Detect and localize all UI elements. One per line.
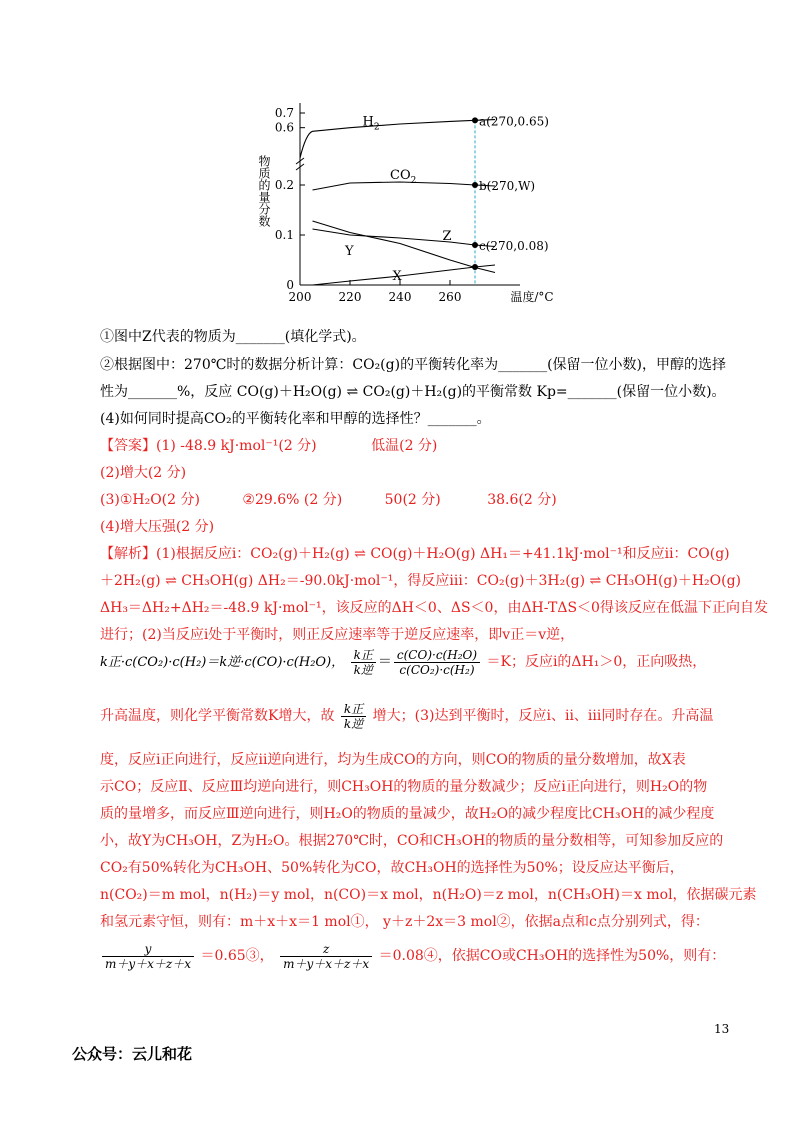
analysis-9: 质的量增多，而反应Ⅲ逆向进行，则H₂O的物质的量减少，故H₂O的减少程度比CH₃OH的减少程度 bbox=[100, 806, 715, 822]
analysis-2: ＋2H₂(g) ⇌ CH₃OH(g) ΔH₂＝-90.0kJ·mol⁻¹，得反应ⅲ：CO₂(g)＋3H₂(g) ⇌ CH₃OH(g)＋H₂O(g) bbox=[100, 573, 742, 589]
question-z: ①图中Z代表的物质为_______(填化学式)。 bbox=[100, 329, 366, 345]
answer-line-3 bbox=[100, 490, 557, 510]
k-conc-fraction: $\frac{\text{c(CO)·c(H₂O)}}{\text{c(CO₂)·c(H₂)}}$ bbox=[394, 648, 480, 677]
answer-line-2: (2)增大(2 分) bbox=[100, 465, 187, 481]
x-axis-label: 温度/°C bbox=[510, 290, 554, 304]
answer-3b: ②29.6% (2 分) bbox=[242, 492, 343, 508]
series-line-y bbox=[313, 221, 496, 273]
series-label-h2: $H_2$ bbox=[362, 114, 380, 133]
y-tick-label: 0.1 bbox=[274, 228, 294, 242]
analysis-12: n(CO₂)＝m mol，n(H₂)＝y mol，n(CO)＝x mol，n(H₂O)＝z mol，n(CH₃OH)＝x mol，依据碳元素 bbox=[100, 887, 757, 903]
data-point bbox=[472, 264, 478, 270]
answer-line-1 bbox=[100, 436, 437, 456]
series-label-x: X bbox=[392, 269, 402, 284]
x-tick-label: 220 bbox=[338, 290, 362, 304]
data-point-label: a(270,0.65) bbox=[479, 114, 549, 129]
analysis-5-tail: ＝K；反应ⅰ的ΔH₁＞0，正向吸热， bbox=[486, 654, 707, 670]
series-line-x bbox=[313, 265, 496, 285]
x-tick-label: 240 bbox=[388, 290, 412, 304]
answer-line-4: (4)增大压强(2 分) bbox=[100, 519, 215, 535]
page-number: 13 bbox=[714, 1022, 730, 1036]
k-ratio-fraction: $\frac{\text{k正}}{\text{k逆}}$ bbox=[351, 648, 376, 677]
analysis-13: 和氢元素守恒，则有：m＋x＋x＝1 mol①， y＋z＋2x＝3 mol②，依据a点和c点分别列式，得： bbox=[100, 914, 709, 930]
question-2a: ②根据图中：270℃时的数据分析计算：CO₂(g)的平衡转化率为_______(保留一位小数)，甲醇的选择 bbox=[100, 357, 726, 373]
k-ratio-fraction-2: $\frac{\text{k正}}{\text{k逆}}$ bbox=[341, 702, 366, 731]
y-tick-label: 0 bbox=[286, 278, 294, 292]
x-tick-label: 200 bbox=[288, 290, 312, 304]
analysis-3: ΔH₃＝ΔH₂+ΔH₂＝-48.9 kJ·mol⁻¹，该反应的ΔH＜0、ΔS＜0，由ΔH-TΔS＜0得该反应在低温下正向自发 bbox=[100, 600, 768, 616]
series-label-z: Z bbox=[442, 229, 452, 244]
answer-3c: 50(2 分) bbox=[384, 492, 441, 508]
y-tick-label: 0.7 bbox=[274, 106, 294, 120]
analysis-4: 进行；(2)当反应ⅰ处于平衡时，则正反应速率等于逆反应速率，即v正＝v逆， bbox=[100, 627, 575, 643]
analysis-7: 度，反应ⅰ正向进行，反应ⅱ逆向进行，均为生成CO的方向，则CO的物质的量分数增加，故X表 bbox=[100, 752, 686, 768]
h2-break-connector bbox=[300, 131, 313, 158]
series-line-z bbox=[313, 229, 496, 247]
answer-3d: 38.6(2 分) bbox=[487, 492, 557, 508]
data-point-label: b(270,W) bbox=[479, 179, 536, 193]
analysis-8: 示CO；反应Ⅱ、反应Ⅲ均逆向进行，则CH₃OH的物质的量分数减少；反应ⅰ正向进行，则H₂O的物 bbox=[100, 779, 708, 795]
chart bbox=[250, 95, 570, 320]
answer-1: 【答案】(1) -48.9 kJ·mol⁻¹(2 分) bbox=[100, 438, 317, 454]
analysis-6: 升高温度，则化学平衡常数K增大，故 $\frac{\text{k正}}{\text{k逆}}$ 增大；(3)达到平衡时，反应ⅰ、ⅱ、ⅲ同时存在。升高温 bbox=[100, 701, 714, 731]
data-point bbox=[472, 182, 478, 188]
series-line-h2 bbox=[313, 120, 496, 132]
x-tick-label: 260 bbox=[438, 290, 462, 304]
series-line-co2 bbox=[313, 182, 496, 190]
analysis-10: 小，故Y为CH₃OH，Z为H₂O。根据270℃时，CO和CH₃OH的物质的量分数相等，可知参加反应的 bbox=[100, 833, 724, 849]
analysis-14: $\frac{y}{m+y+x+z+x}$ ＝0.65③， $\frac{z}{m+y+x+z+x}$ ＝0.08④，依据CO或CH₃OH的选择性为50%，则有： bbox=[100, 938, 725, 974]
rate-equation: k正·c(CO₂)·c(H₂)＝k逆·c(CO)·c(H₂O)， bbox=[100, 655, 345, 670]
data-point bbox=[472, 117, 478, 123]
footer-wechat: 公众号：云儿和花 bbox=[72, 1045, 193, 1063]
answer-3a: (3)①H₂O(2 分) bbox=[100, 492, 200, 508]
y-axis-label: 物质的量分数 bbox=[257, 155, 271, 227]
data-point bbox=[472, 242, 478, 248]
data-point-label: c(270,0.08) bbox=[479, 239, 549, 253]
y-tick-label: 0.6 bbox=[274, 120, 294, 135]
fraction-c: $\frac{z}{m+y+x+z+x}$ bbox=[280, 942, 372, 971]
series-label-y: Y bbox=[345, 244, 354, 259]
analysis-5: k正·c(CO₂)·c(H₂)＝k逆·c(CO)·c(H₂O)， $\frac{\text{k正}}{\text{k逆}}$ ＝ $\frac{\text{c(CO)·c(H₂O)}}{\text{c(CO₂)·c(H₂)}}$ ＝K；反应ⅰ的ΔH₁＞0，正向吸热， bbox=[100, 647, 707, 677]
answer-1b: 低温(2 分) bbox=[371, 438, 438, 454]
y-tick-label: 0.2 bbox=[274, 178, 294, 192]
question-4: (4)如何同时提高CO₂的平衡转化率和甲醇的选择性？_______。 bbox=[100, 411, 491, 427]
fraction-a: $\frac{y}{m+y+x+z+x}$ bbox=[102, 942, 194, 971]
analysis-1: 【解析】(1)根据反应ⅰ：CO₂(g)＋H₂(g) ⇌ CO(g)＋H₂O(g) ΔH₁＝+41.1kJ·mol⁻¹和反应ⅱ：CO(g) bbox=[100, 546, 730, 562]
analysis-11: CO₂有50%转化为CH₃OH、50%转化为CO，故CH₃OH的选择性为50%；设反应达平衡后， bbox=[100, 860, 684, 876]
question-2b: 性为_______%，反应 CO(g)＋H₂O(g) ⇌ CO₂(g)＋H₂(g)的平衡常数 Kp=_______(保留一位小数)。 bbox=[100, 384, 726, 400]
series-label-co2: $CO_2$ bbox=[390, 168, 417, 186]
